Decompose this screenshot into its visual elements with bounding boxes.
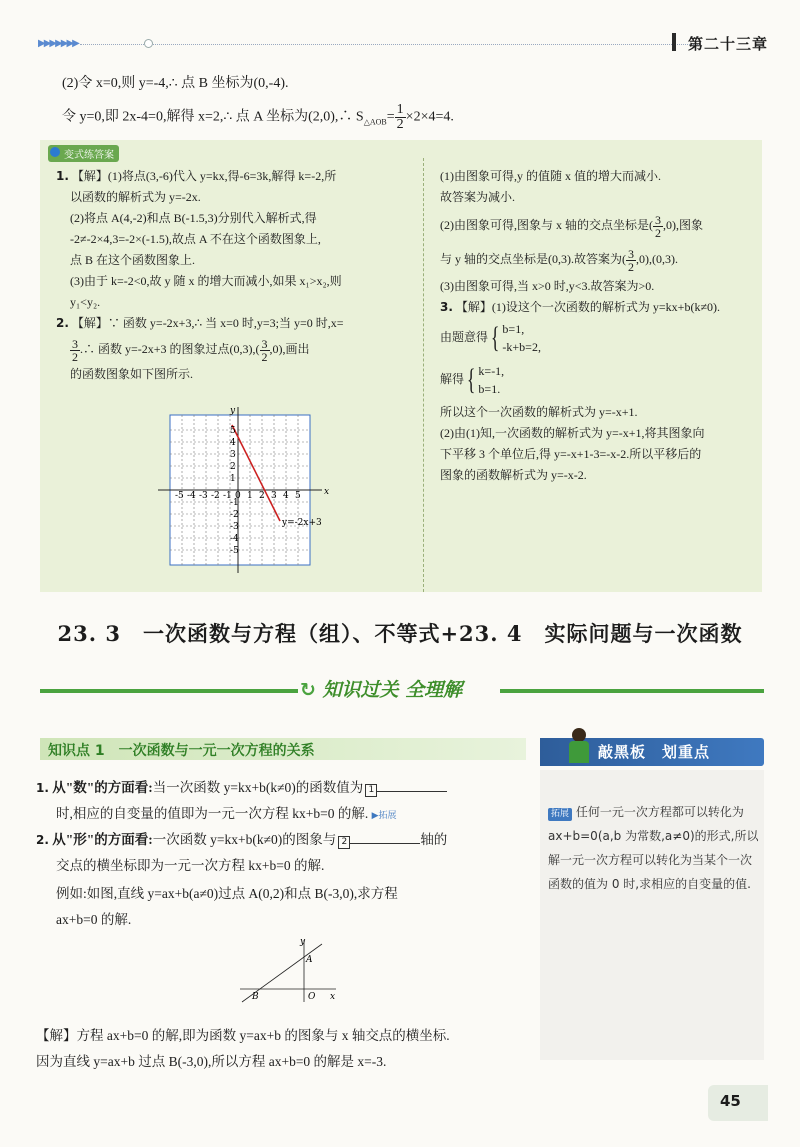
r-line-3 xyxy=(440,208,760,242)
p1-lead: 从"数"的方面看: xyxy=(52,780,153,795)
q2-line-1 xyxy=(56,313,416,334)
r3-frac xyxy=(653,214,663,239)
r4-point: ( $\frac{3}{2}$ ,0) xyxy=(622,246,649,274)
p2-text-2: 轴的 xyxy=(420,832,448,847)
r-line-12: 图象的函数解析式为 y=-x-2. xyxy=(440,468,587,482)
x-tick-label: -5 xyxy=(175,491,184,501)
graph-line-label: y=-2x+3 xyxy=(282,518,322,528)
r7-text: 由题意得 xyxy=(440,329,489,344)
brace-icon: { xyxy=(490,321,500,354)
extend-badge: 拓展 xyxy=(548,808,572,821)
q2-text-1: 【解】∵ 函数 y=-2x+3,∴ 当 x=0 时,y=3;当 y=0 时,x= xyxy=(71,316,344,330)
r-line-1: (1)由图象可得,y 的值随 x 值的增大而减小. xyxy=(440,169,661,183)
top-line-2-end: ×2×4=4. xyxy=(405,109,454,125)
lightbulb-icon xyxy=(50,147,60,157)
q1-line-3: (2)将点 A(4,-2)和点 B(-1.5,3)分别代入解析式,得 xyxy=(70,211,317,225)
section-title: 23. 3 一次函数与方程（组）、不等式+23. 4 实际问题与一次函数 xyxy=(57,621,743,646)
r-line-9: 所以这个一次函数的解析式为 y=-x+1. xyxy=(440,405,638,419)
r-line-4 xyxy=(440,242,760,276)
y-tick-label: -4 xyxy=(230,534,239,544)
kp-sol-2: 因为直线 y=ax+b 过点 B(-3,0),所以方程 ax+b=0 的解是 x=-3. xyxy=(36,1054,387,1069)
blank-1-number: 1 xyxy=(365,784,377,797)
x-tick-label: -4 xyxy=(187,491,196,501)
x-tick-label: -3 xyxy=(199,491,208,501)
p1-text: 当一次函数 y=kx+b(k≠0)的函数值为 xyxy=(152,780,364,795)
extend-link[interactable]: ▶拓展 xyxy=(371,811,397,821)
r8-text: 解得 xyxy=(440,371,465,386)
answer-right-column xyxy=(440,166,760,486)
frac-den: 2 xyxy=(261,349,268,364)
header-line xyxy=(80,44,700,45)
equals-sign: = xyxy=(386,109,395,125)
y-tick-label: -2 xyxy=(230,510,239,520)
r-line-7 xyxy=(440,320,760,356)
r-line-11: 下平移 3 个单位后,得 y=-x+1-3=-x-2.所以平移后的 xyxy=(440,447,702,461)
q1-text-1: 【解】(1)将点(3,-6)代入 y=kx,得-6=3k,解得 k=-2,所 xyxy=(71,169,337,183)
y-tick-label: -3 xyxy=(230,522,239,532)
sidebar-body: 任何一元一次方程都可以转化为 ax+b=0(a,b 为常数,a≠0)的形式,所以解一元一次方程可以转化为当某个一次函数的值为 0 时,求相应的自变量的值. xyxy=(548,805,759,891)
top-line-2 xyxy=(62,103,454,132)
y-tick-label: -5 xyxy=(230,546,239,556)
q1-number: 1. xyxy=(56,169,69,183)
answer-tag: 变式练答案 xyxy=(48,145,119,162)
q1-line-6: (3)由于 k=-2<0,故 y 随 x 的增大而减小,如果 x₁>x₂,则 xyxy=(70,274,342,288)
q1-line-2: 以函数的解析式为 y=-2x. xyxy=(70,190,201,204)
p1-number: 1. xyxy=(36,781,49,795)
r4-text: 与 y 轴的交点坐标是(0,3).故答案为 xyxy=(440,252,622,266)
fig-point-a: A xyxy=(306,955,313,965)
fig-x-label: x xyxy=(330,992,336,1002)
blank-1[interactable] xyxy=(377,777,447,792)
y-tick-label: 5 xyxy=(230,426,236,436)
header-arrows: ▶▶▶▶▶▶▶ xyxy=(38,38,78,49)
r-line-6 xyxy=(440,297,760,318)
r-line-5: (3)由图象可得,当 x>0 时,y<3.故答案为>0. xyxy=(440,279,655,293)
y-tick-label: 1 xyxy=(230,474,236,484)
sidebar-title: 敲黑板 划重点 xyxy=(598,743,711,761)
y-tick-label: 3 xyxy=(230,450,236,460)
top-line-2-text: 令 y=0,即 2x-4=0,解得 x=2,∴ 点 A 坐标为(2,0),∴ S xyxy=(62,109,364,125)
q1-line-1 xyxy=(56,166,416,187)
eq-1: k=-1, xyxy=(478,364,505,378)
fig-origin: O xyxy=(308,992,316,1002)
example-figure xyxy=(234,936,344,1006)
q2-line-3: 的函数图象如下图所示. xyxy=(70,367,194,381)
x-tick-label: -1 xyxy=(223,491,232,501)
teacher-icon xyxy=(566,728,592,764)
refresh-icon: ↻ xyxy=(300,679,316,701)
x-tick-label: 4 xyxy=(283,491,289,501)
eq-2: b=1. xyxy=(478,382,501,396)
banner-rule-left xyxy=(40,689,298,693)
p1-text-2: 时,相应的自变量的值即为一元一次方程 kx+b=0 的解. xyxy=(56,806,369,821)
x-tick-label: 1 xyxy=(247,491,253,501)
q2-number: 2. xyxy=(56,316,69,330)
frac-num: 1 xyxy=(396,102,404,117)
sidebar-text xyxy=(548,800,760,896)
chapter-bar xyxy=(672,33,676,51)
y-axis-label: y xyxy=(230,406,236,416)
q2-frac-2 xyxy=(260,338,270,363)
q1-line-5: 点 B 在这个函数图象上. xyxy=(70,253,196,267)
function-graph xyxy=(150,405,340,575)
knowledge-title: 知识点 1 一次函数与一元一次方程的关系 xyxy=(48,743,315,759)
x-tick-label: 0 xyxy=(235,491,241,501)
kp-line-3 xyxy=(36,828,447,852)
frac-num: 3 xyxy=(655,212,661,227)
q2-point-2: ( $\frac{3}{2}$ ,0) xyxy=(255,336,283,364)
y-tick-label: -1 xyxy=(230,498,239,508)
area-subscript: △AOB xyxy=(363,117,387,127)
kp-line-1 xyxy=(36,776,447,800)
q1-line-7: y₁<y₂. xyxy=(70,295,101,309)
p2-text: 一次函数 y=kx+b(k≠0)的图象与 xyxy=(152,832,337,847)
eq-2: -k+b=2, xyxy=(502,340,541,354)
q2-text-2: .∴ 函数 y=-2x+3 的图象过点(0,3), xyxy=(80,342,256,356)
x-tick-label: 3 xyxy=(271,491,277,501)
kp-sol-1: 【解】方程 ax+b=0 的解,即为函数 y=ax+b 的图象与 x 轴交点的横坐标. xyxy=(36,1028,450,1043)
r4-frac xyxy=(626,248,636,273)
brace-icon: { xyxy=(466,363,476,396)
frac-den: 2 xyxy=(655,225,661,240)
y-tick-label: 4 xyxy=(230,438,236,448)
x-tick-label: 2 xyxy=(259,491,265,501)
fig-point-b: B xyxy=(252,992,259,1002)
frac-den: 2 xyxy=(628,259,634,274)
q2-text-3: ,画出 xyxy=(282,342,310,356)
banner-rule-right xyxy=(500,689,764,693)
system-2 xyxy=(478,362,504,398)
column-divider xyxy=(423,158,424,592)
y-tick-label: 2 xyxy=(230,462,236,472)
fig-y-label: y xyxy=(300,937,306,947)
q2-line-2 xyxy=(56,334,416,364)
r6-text: 【解】(1)设这个一次函数的解析式为 y=kx+b(k≠0). xyxy=(455,300,721,314)
r-line-2: 故答案为减小. xyxy=(440,190,516,204)
frac-num: 3 xyxy=(628,246,634,261)
r-line-10: (2)由(1)知,一次函数的解析式为 y=-x+1,将其图象向 xyxy=(440,426,705,440)
q2-frac-1 xyxy=(70,338,80,363)
banner xyxy=(300,675,500,707)
frac-num: 3 xyxy=(72,336,78,351)
kp-line-5: 例如:如图,直线 y=ax+b(a≠0)过点 A(0,2)和点 B(-3,0),求方程 xyxy=(56,886,398,901)
p2-number: 2. xyxy=(36,833,49,847)
kp-line-4: 交点的横坐标即为一元一次方程 kx+b=0 的解. xyxy=(56,858,325,873)
answer-left-column xyxy=(56,166,416,385)
eq-1: b=1, xyxy=(502,322,525,336)
banner-text: 知识过关 全理解 xyxy=(322,679,463,701)
x-tick-label: -2 xyxy=(211,491,220,501)
kp-line-6: ax+b=0 的解. xyxy=(56,912,132,927)
frac-den: 2 xyxy=(72,349,78,364)
frac-den: 2 xyxy=(396,117,404,132)
system-1 xyxy=(502,320,541,356)
kp-line-2 xyxy=(56,802,397,828)
header-dot xyxy=(144,39,153,48)
r-line-8 xyxy=(440,362,760,398)
fraction-half xyxy=(395,103,406,132)
top-line-1: (2)令 x=0,则 y=-4,∴ 点 B 坐标为(0,-4). xyxy=(62,76,289,91)
r3-point: ( $\frac{3}{2}$ ,0) xyxy=(649,212,676,240)
frac-num: 3 xyxy=(261,336,268,351)
p2-lead: 从"形"的方面看: xyxy=(52,832,153,847)
q3-number: 3. xyxy=(440,300,453,314)
r3-end: ,图象 xyxy=(676,218,704,232)
x-tick-label: 5 xyxy=(295,491,301,501)
r3-text: (2)由图象可得,图象与 x 轴的交点坐标是 xyxy=(440,218,649,232)
r4-end: ,(0,3). xyxy=(649,252,678,266)
blank-2-number: 2 xyxy=(338,836,350,849)
page-number: 45 xyxy=(720,1092,741,1110)
chapter-title: 第二十三章 xyxy=(687,35,768,53)
q1-line-4: -2≠-2×4,3=-2×(-1.5),故点 A 不在这个函数图象上, xyxy=(70,232,321,246)
x-axis-label: x xyxy=(324,487,330,497)
blank-2[interactable] xyxy=(350,829,420,844)
